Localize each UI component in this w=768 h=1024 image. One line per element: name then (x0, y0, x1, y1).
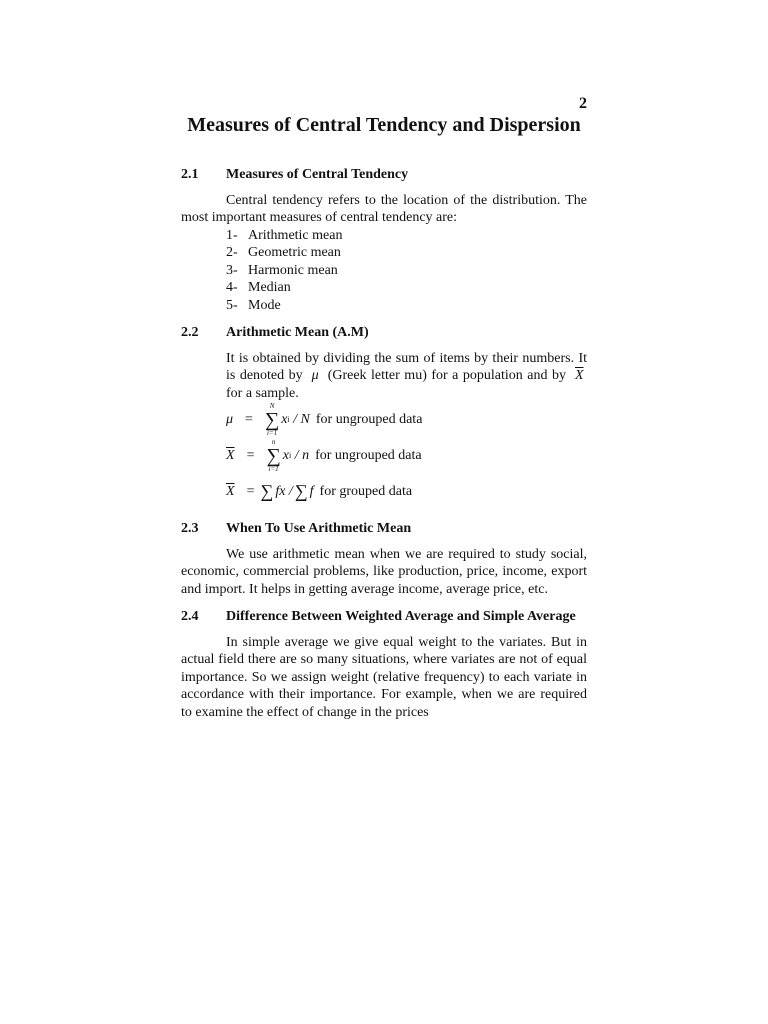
list-item: 3- Harmonic mean (226, 262, 338, 278)
paragraph: Central tendency refers to the location of the distribution. The most important measures of central tendency are: (181, 192, 587, 225)
list-item: 4- Median (226, 280, 291, 295)
formula-population-mean: μ = N ∑ i=1 x i / N for ungrouped data (226, 402, 423, 437)
page-content (181, 166, 587, 721)
list-item: 5- Mode (226, 297, 281, 313)
section-number: 2.4 (181, 609, 199, 624)
formula-grouped-mean: $\overline{X}$ = ∑ fx / ∑ f for grouped data (226, 481, 413, 502)
section-heading-2-2 (181, 324, 587, 342)
paragraph: We use arithmetic mean when we are required to study social, economic, commercial problems, like production, price, income, export and import. It helps in getting average income, average price, etc. (181, 546, 587, 597)
paragraph: It is obtained by dividing the sum of items by their numbers. It is denoted by μ (Greek letter mu) for a population and by $\overline{X}$ for a sample. (226, 350, 587, 401)
mu-symbol: μ (311, 368, 319, 383)
section-title: Arithmetic Mean (A.M) (226, 325, 369, 340)
section-title: Measures of Central Tendency (226, 167, 409, 182)
measures-list (181, 227, 587, 315)
section-title: Difference Between Weighted Average and Simple Average (226, 609, 576, 624)
list-item: 1- Arithmetic mean (226, 227, 343, 243)
paragraph: In simple average we give equal weight to the variates. But in actual field there are so many situations, where variates are not of equal importance. So we assign weight (relative frequency) to each variate in accordance with their importance. For example, when we are required to examine the effect of change in the prices (181, 634, 587, 720)
section-number: 2.2 (181, 325, 199, 340)
section-heading-2-4 (181, 608, 587, 626)
section-number: 2.1 (181, 167, 199, 182)
section-title: When To Use Arithmetic Mean (226, 521, 412, 536)
page-number: 2 (579, 95, 587, 112)
section-heading-2-3 (181, 520, 587, 538)
xbar-symbol: $\overline{X}$ (574, 368, 584, 383)
list-item: 2- Geometric mean (226, 245, 341, 260)
section-heading-2-1 (181, 166, 587, 184)
formula-sample-mean: $\overline{X}$ = n ∑ i=1 x i / n for ungrouped data (226, 438, 422, 473)
chapter-title: Measures of Central Tendency and Dispersion (187, 114, 581, 136)
section-number: 2.3 (181, 521, 199, 536)
